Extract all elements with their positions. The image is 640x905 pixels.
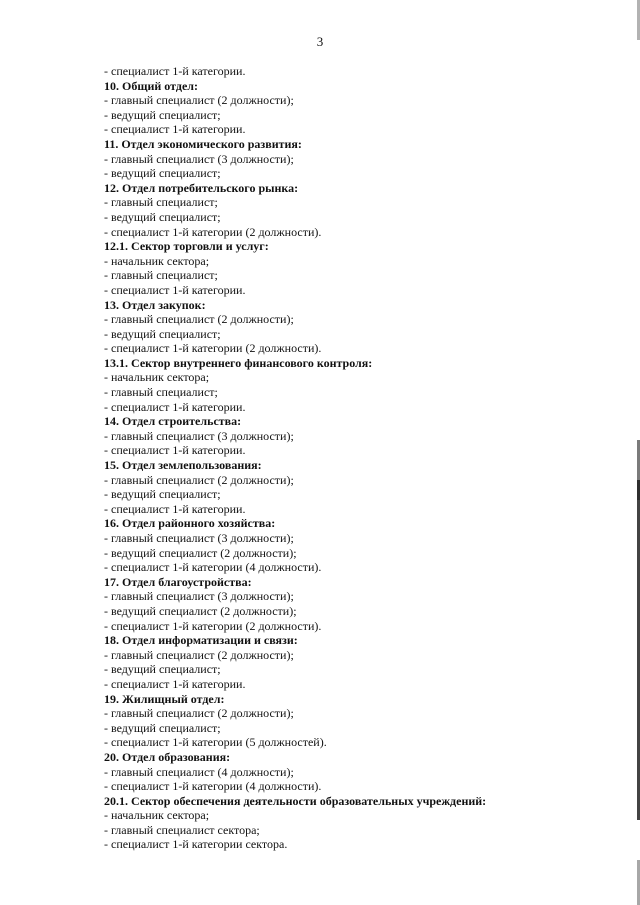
position-item: - специалист 1-й категории.: [104, 282, 246, 297]
position-item: - ведущий специалист;: [104, 326, 221, 341]
position-item: - ведущий специалист;: [104, 166, 221, 181]
position-item: - специалист 1-й категории (2 должности).: [104, 618, 322, 633]
position-item: - главный специалист (2 должности);: [104, 647, 294, 662]
document-body: [104, 64, 604, 852]
position-item: - главный специалист (3 должности);: [104, 531, 294, 545]
position-item: - ведущий специалист;: [104, 209, 221, 224]
position-item: - начальник сектора;: [104, 370, 210, 385]
position-item: - ведущий специалист;: [104, 662, 221, 677]
section-heading: 19. Жилищный отдел:: [104, 691, 225, 706]
section-heading: 12. Отдел потребительского рынка:: [104, 180, 299, 195]
section-heading: 10. Общий отдел:: [104, 78, 198, 93]
position-item: - главный специалист;: [104, 195, 218, 210]
position-item: - ведущий специалист (2 должности);: [104, 603, 297, 618]
section-heading: 18. Отдел информатизации и связи:: [104, 633, 298, 648]
position-item: - специалист 1-й категории сектора.: [104, 837, 288, 852]
section-heading: 20. Отдел образования:: [104, 749, 231, 764]
section-heading: 11. Отдел экономического развития:: [104, 136, 302, 151]
section-heading: 15. Отдел землепользования:: [104, 458, 262, 473]
position-item: - главный специалист (2 должности);: [104, 93, 294, 108]
position-item: - специалист 1-й категории (4 должности).: [104, 779, 322, 794]
position-item: - ведущий специалист;: [104, 487, 221, 502]
position-item: - главный специалист (4 должности);: [104, 764, 294, 779]
position-item: - специалист 1-й категории.: [104, 676, 246, 691]
position-item: - ведущий специалист (2 должности);: [104, 545, 297, 560]
position-item: - специалист 1-й категории.: [104, 122, 246, 137]
position-item: - специалист 1-й категории.: [104, 64, 246, 78]
position-item: - главный специалист сектора;: [104, 822, 260, 837]
section-heading: 16. Отдел районного хозяйства:: [104, 516, 276, 531]
position-item: - главный специалист;: [104, 385, 218, 400]
position-item: - главный специалист (2 должности);: [104, 472, 294, 487]
section-heading: 14. Отдел строительства:: [104, 414, 242, 429]
section-heading: 13. Отдел закупок:: [104, 297, 206, 312]
position-item: - специалист 1-й категории (4 должности).: [104, 560, 322, 575]
position-item: - главный специалист (2 должности);: [104, 312, 294, 327]
position-item: - специалист 1-й категории.: [104, 501, 246, 516]
position-item: - специалист 1-й категории (2 должности).: [104, 341, 322, 356]
section-heading: 17. Отдел благоустройства:: [104, 574, 252, 589]
section-heading: 12.1. Сектор торговли и услуг:: [104, 239, 269, 254]
position-item: - начальник сектора;: [104, 808, 210, 823]
position-item: - ведущий специалист;: [104, 720, 221, 735]
section-heading: 13.1. Сектор внутреннего финансового контроля:: [104, 355, 373, 370]
position-item: - главный специалист (2 должности);: [104, 706, 294, 721]
position-item: - специалист 1-й категории.: [104, 443, 246, 458]
position-item: - специалист 1-й категории.: [104, 399, 246, 414]
position-item: - главный специалист;: [104, 268, 218, 283]
position-item: - главный специалист (3 должности);: [104, 589, 294, 604]
position-item: - начальник сектора;: [104, 253, 210, 268]
section-heading: 20.1. Сектор обеспечения деятельности образовательных учреждений:: [104, 793, 487, 808]
position-item: - специалист 1-й категории (5 должностей).: [104, 735, 327, 750]
position-item: - главный специалист (3 должности);: [104, 428, 294, 443]
position-item: - специалист 1-й категории (2 должности).: [104, 224, 322, 239]
position-item: - главный специалист (3 должности);: [104, 151, 294, 166]
page-number: 3: [316, 34, 324, 49]
position-item: - ведущий специалист;: [104, 107, 221, 122]
